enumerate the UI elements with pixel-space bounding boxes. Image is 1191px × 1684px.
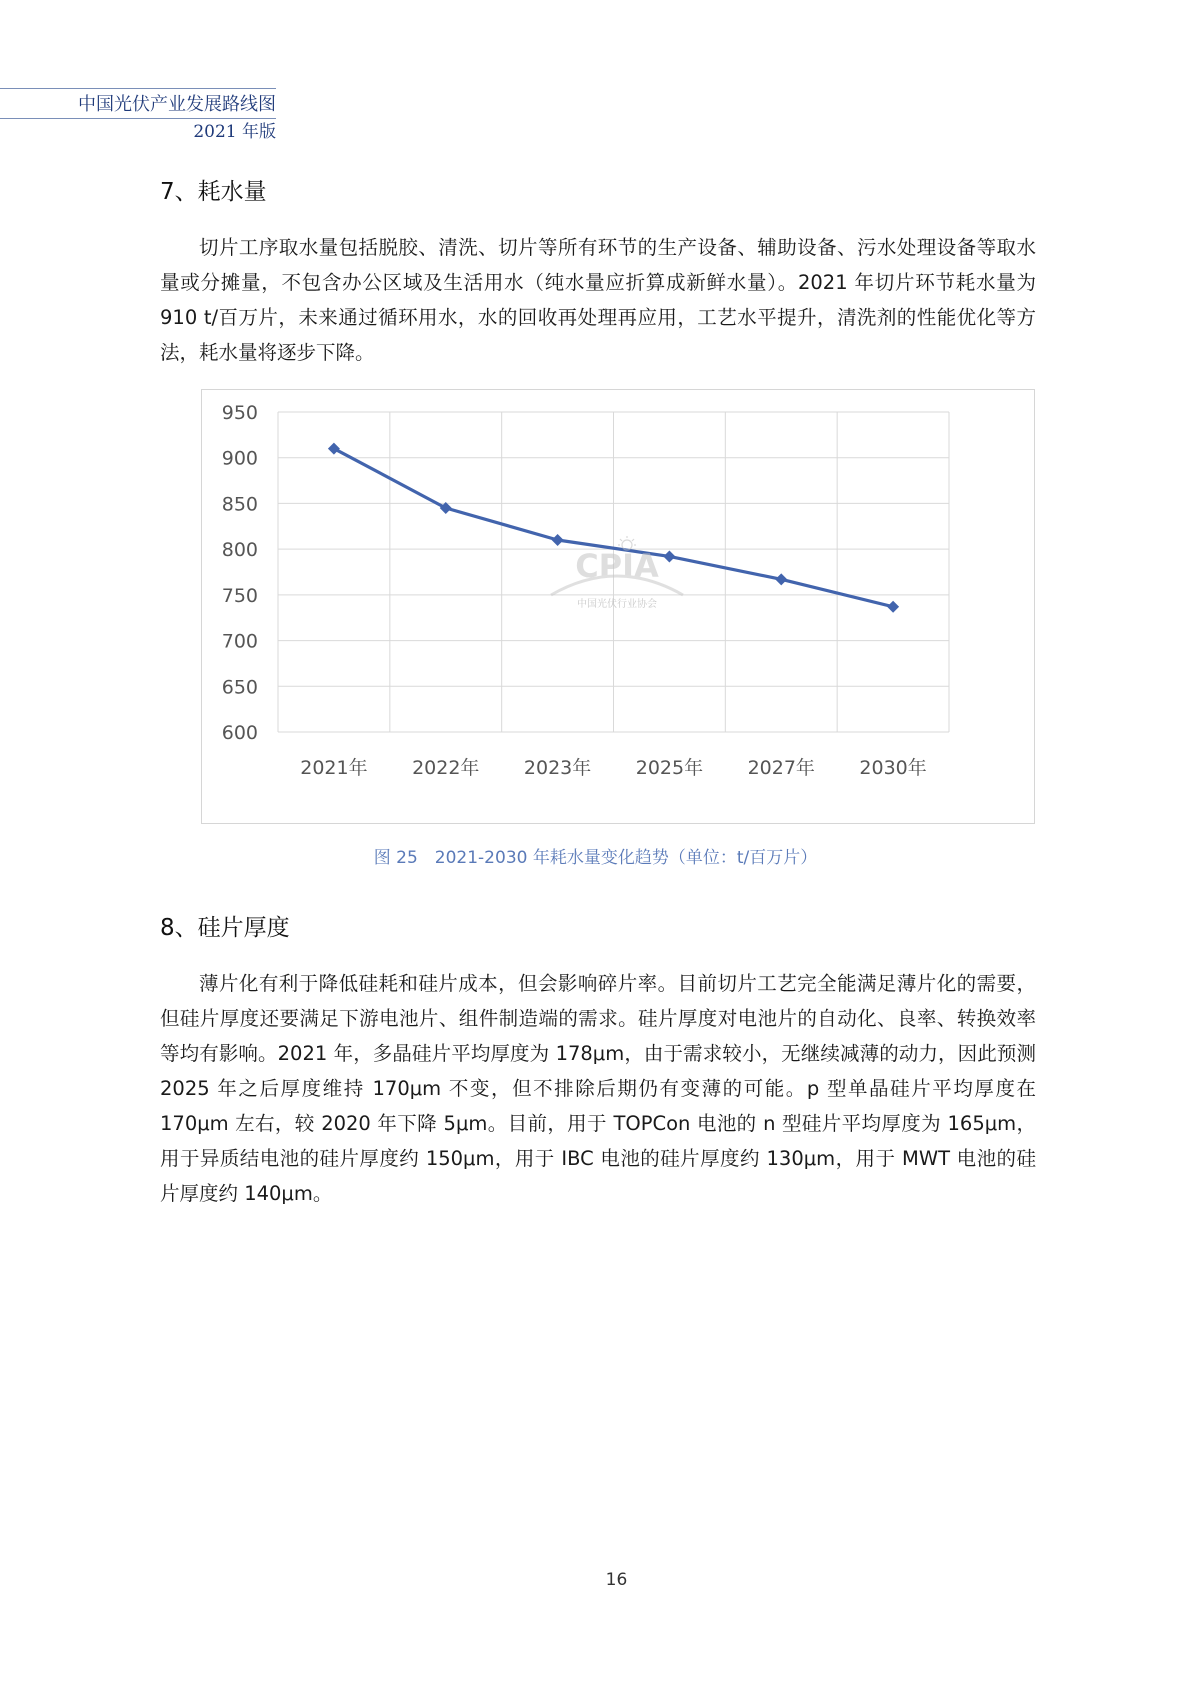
y-axis-ticks [222,402,258,744]
x-axis-ticks [300,757,927,779]
y-tick-label: 650 [221,676,258,699]
header-title: 中国光伏产业发展路线图 [78,94,276,115]
cpia-org-name: 中国光伏行业协会 [577,599,657,610]
data-point-marker [328,443,340,455]
y-tick-label: 700 [221,630,258,653]
cpia-logo-text: CPIA [575,547,659,585]
x-tick-label: 2023年 [523,757,592,779]
data-point-marker [775,573,787,585]
x-tick-label: 2022年 [412,757,480,779]
y-tick-label: 900 [221,447,258,470]
paragraph-water-consumption: 切片工序取水量包括脱胶、清洗、切片等所有环节的生产设备、辅助设备、污水处理设备等取水量或分摊量，不包含办公区域及生活用水（纯水量应折算成新鲜水量）。2021 年切片环节耗水量为 910 t/百万片，未来通过循环用水，水的回收再处理再应用，工艺水平提升，清洗剂的性能优化等方法，耗水量将逐步下降。 [160,236,1036,364]
section-heading-water-consumption: 7、耗水量 [160,179,267,205]
x-tick-label: 2021年 [300,757,368,779]
x-tick-label: 2027年 [747,757,815,779]
x-tick-label: 2025年 [635,757,704,779]
y-tick-label: 800 [221,539,258,562]
x-tick-label: 2030年 [859,757,927,779]
header-rule-top [0,88,276,89]
y-tick-label: 600 [221,722,258,744]
y-tick-label: 750 [221,584,258,607]
cpia-watermark [547,535,687,615]
paragraph-wafer-thickness: 薄片化有利于降低硅耗和硅片成本，但会影响碎片率。目前切片工艺完全能满足薄片化的需要，但硅片厚度还要满足下游电池片、组件制造端的需求。硅片厚度对电池片的自动化、良率、转换效率等均有影响。2021 年，多晶硅片平均厚度为 178μm，由于需求较小，无继续减薄的动力，因此预测 2025 年之后厚度维持 170μm 不变，但不排除后期仍有变薄的可能。p 型单晶硅片平均厚度在 170μm 左右，较 2020 年下降 5μm。目前，用于 TOPCon 电池的 n 型硅片平均厚度为 165μm，用于异质结电池的硅片厚度约 150μm，用于 IBC 电池的硅片厚度约 130μm，用于 MWT 电池的硅片厚度约 140μm。 [160,972,1036,1205]
y-tick-label: 850 [221,493,258,516]
data-point-marker [887,601,899,613]
page-number: 16 [605,1570,628,1590]
header-edition: 2021 年版 [193,122,276,142]
header-rule-bottom [0,118,276,119]
figure-caption: 图 25 2021-2030 年耗水量变化趋势（单位：t/百万片） [373,848,818,868]
y-tick-label: 950 [221,402,258,424]
section-heading-wafer-thickness: 8、硅片厚度 [160,915,290,941]
cpia-logo-icon [547,535,687,597]
